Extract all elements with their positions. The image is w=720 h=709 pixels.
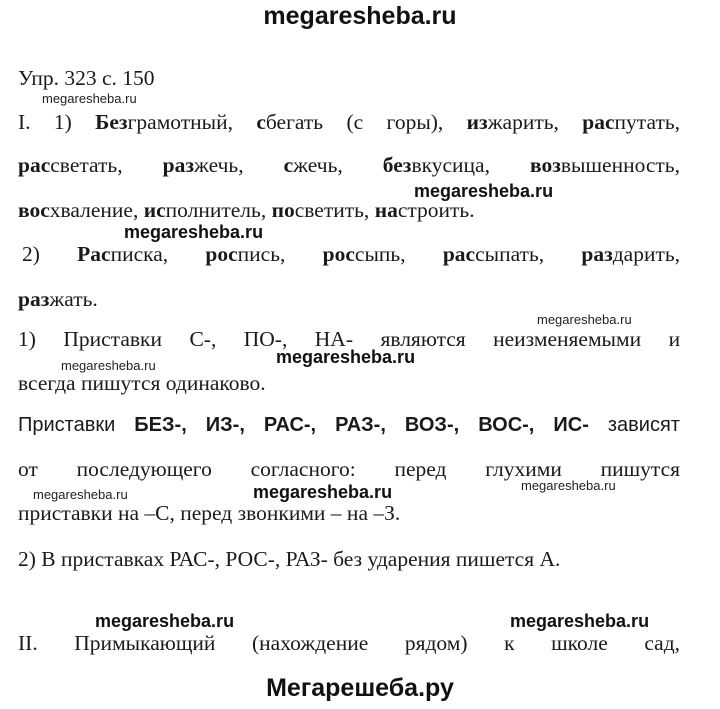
prefix: на bbox=[374, 198, 398, 222]
prefix: с bbox=[256, 110, 266, 134]
word: НА- bbox=[314, 327, 353, 351]
word: Приставки bbox=[18, 414, 116, 436]
word: и bbox=[668, 327, 681, 351]
word: являются bbox=[380, 327, 466, 351]
word bbox=[18, 153, 123, 177]
watermark-bold: megaresheba.ru bbox=[95, 611, 235, 631]
word: глухими bbox=[485, 457, 562, 481]
word: от bbox=[18, 457, 38, 481]
word: зависят bbox=[607, 414, 680, 436]
prefix: раз bbox=[581, 242, 613, 266]
prefix-name: ИС- bbox=[553, 414, 589, 436]
word-rest: писка, bbox=[110, 242, 169, 266]
word-rest: горы), bbox=[386, 110, 444, 134]
explanation-line5: приставки на –С, перед звонкими – на –З. bbox=[18, 501, 401, 525]
prefix: по bbox=[271, 198, 295, 222]
prefix: с bbox=[283, 153, 294, 177]
word: II. bbox=[18, 631, 38, 655]
prefix: рос bbox=[322, 242, 355, 266]
word-rest: пись, bbox=[237, 242, 286, 266]
item-number: I. 1) bbox=[18, 110, 72, 134]
word bbox=[530, 153, 680, 177]
word bbox=[467, 110, 559, 134]
word bbox=[387, 110, 444, 134]
word-rest: грамотный, bbox=[127, 110, 233, 134]
explanation-line6: 2) В приставках РАС-, РОС-, РАЗ- без ударения пишется А. bbox=[18, 547, 561, 571]
watermark-small: megaresheba.ru bbox=[521, 478, 616, 493]
word bbox=[205, 242, 285, 266]
part1-line1 bbox=[18, 108, 680, 136]
word-rest: жечь, bbox=[293, 153, 343, 177]
part1-line2 bbox=[18, 151, 680, 179]
word bbox=[163, 153, 244, 177]
watermark-bold: megaresheba.ru bbox=[124, 222, 264, 242]
word: перед bbox=[394, 457, 447, 481]
word bbox=[77, 242, 168, 266]
prefix: без bbox=[382, 153, 412, 177]
word-rest: вкусица, bbox=[411, 153, 490, 177]
word: пишутся bbox=[600, 457, 681, 481]
word-rest: дарить, bbox=[612, 242, 681, 266]
word bbox=[443, 242, 544, 266]
word-rest: жать. bbox=[49, 287, 98, 311]
part1-line3 bbox=[18, 196, 680, 224]
watermark-bold: megaresheba.ru bbox=[510, 611, 650, 631]
word-rest: светить, bbox=[294, 198, 370, 222]
word bbox=[581, 242, 680, 266]
prefix: вос bbox=[18, 198, 50, 222]
word: сад, bbox=[644, 631, 681, 655]
watermark-bold: megaresheba.ru bbox=[253, 482, 393, 502]
word-rest: бегать bbox=[265, 110, 324, 134]
watermark-small: megaresheba.ru bbox=[33, 487, 128, 502]
prefix-name: БЕЗ-, bbox=[134, 414, 187, 436]
prefix-name: ВОС-, bbox=[478, 414, 535, 436]
word: 1) bbox=[18, 327, 36, 351]
prefix: Рас bbox=[77, 242, 111, 266]
header-site-name[interactable]: megaresheba.ru bbox=[263, 2, 457, 30]
word: С-, bbox=[189, 327, 217, 351]
part1-line5 bbox=[18, 285, 680, 313]
word bbox=[323, 242, 406, 266]
part1-line4 bbox=[22, 240, 680, 268]
word-rest: светать, bbox=[50, 153, 123, 177]
prefix: рас bbox=[18, 153, 51, 177]
exercise-title: Упр. 323 с. 150 bbox=[18, 66, 155, 90]
word-rest: путать, bbox=[614, 110, 681, 134]
word: рядом) bbox=[404, 631, 468, 655]
word: к bbox=[504, 631, 515, 655]
word-rest: сыпь, bbox=[354, 242, 406, 266]
prefix: раз bbox=[18, 287, 50, 311]
word bbox=[346, 110, 363, 134]
watermark-bold: megaresheba.ru bbox=[414, 181, 554, 201]
word: Примыкающий bbox=[74, 631, 216, 655]
prefix: рос bbox=[205, 242, 238, 266]
word-rest: строить. bbox=[397, 198, 475, 222]
word: неизменяемыми bbox=[493, 327, 642, 351]
prefix: из bbox=[466, 110, 488, 134]
prefix: рас bbox=[442, 242, 476, 266]
prefix-name: РАС-, bbox=[263, 414, 317, 436]
prefix: рас bbox=[582, 110, 615, 134]
word-rest: полнитель, bbox=[165, 198, 267, 222]
word bbox=[18, 287, 98, 311]
word bbox=[582, 110, 680, 134]
watermark-small: megaresheba.ru bbox=[61, 358, 156, 373]
word bbox=[383, 153, 490, 177]
prefix-name: РАЗ-, bbox=[335, 414, 386, 436]
word: школе bbox=[551, 631, 608, 655]
word: согласного: bbox=[250, 457, 356, 481]
part2-line1 bbox=[18, 629, 680, 657]
word-rest: (с bbox=[346, 110, 364, 134]
word-rest: вышенность, bbox=[560, 153, 680, 177]
word-rest: хваление, bbox=[49, 198, 139, 222]
word bbox=[272, 198, 370, 222]
prefix: Без bbox=[95, 110, 128, 134]
prefix: раз bbox=[162, 153, 194, 177]
word-rest: сыпать, bbox=[475, 242, 545, 266]
watermark-small: megaresheba.ru bbox=[537, 312, 632, 327]
word: ПО-, bbox=[243, 327, 288, 351]
watermark-bold: megaresheba.ru bbox=[276, 347, 416, 367]
prefix-name: ВОЗ-, bbox=[404, 414, 460, 436]
word bbox=[95, 110, 233, 134]
word bbox=[256, 110, 323, 134]
prefix: ис bbox=[143, 198, 166, 222]
prefix-name: ИЗ-, bbox=[205, 414, 245, 436]
word: (нахождение bbox=[252, 631, 369, 655]
explanation-line2: всегда пишутся одинаково. bbox=[18, 371, 266, 395]
explanation-line3 bbox=[18, 411, 680, 439]
prefix: воз bbox=[530, 153, 561, 177]
word: последующего bbox=[76, 457, 212, 481]
word-rest: жарить, bbox=[487, 110, 559, 134]
footer-site-name[interactable]: Мегарешеба.ру bbox=[266, 674, 454, 702]
watermark-small: megaresheba.ru bbox=[42, 91, 137, 106]
word bbox=[18, 198, 138, 222]
word: Приставки bbox=[63, 327, 162, 351]
word-rest: жечь, bbox=[194, 153, 244, 177]
item-number: 2) bbox=[22, 242, 40, 266]
word bbox=[144, 198, 267, 222]
word bbox=[284, 153, 343, 177]
